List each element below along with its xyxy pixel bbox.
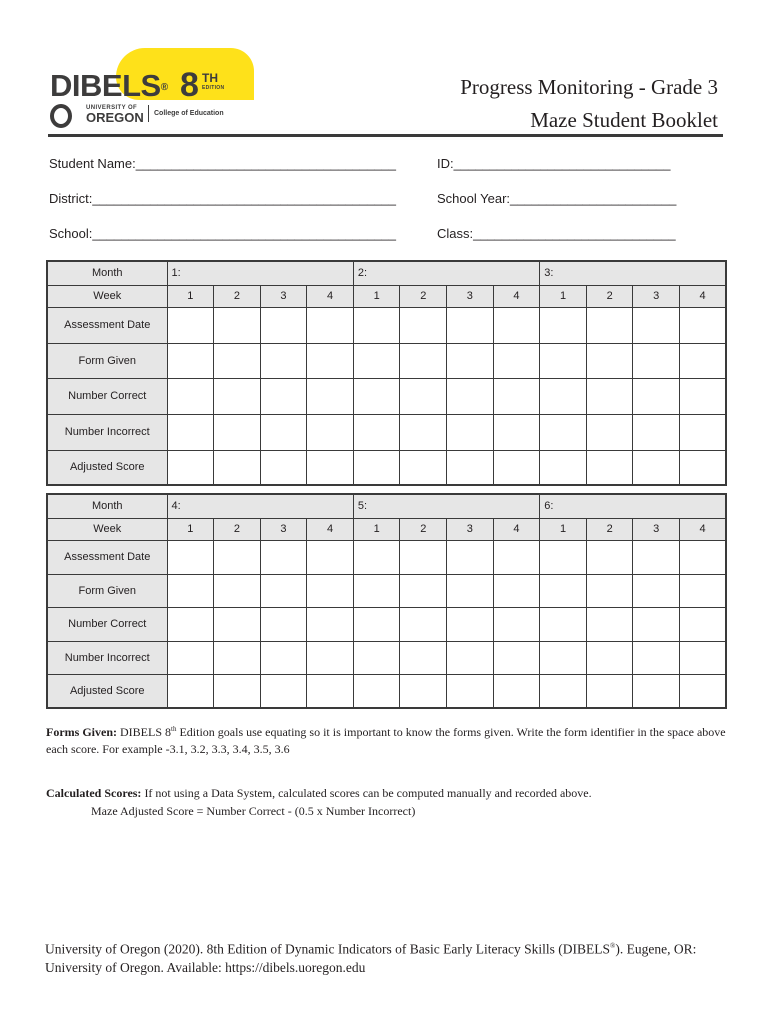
score-cell[interactable] [633, 414, 680, 450]
score-cell[interactable] [167, 540, 214, 574]
score-cell[interactable] [307, 641, 354, 674]
score-cell[interactable] [353, 574, 400, 607]
number-incorrect-row [47, 641, 726, 674]
calculated-scores-heading: Calculated Scores: [46, 786, 142, 800]
score-cell[interactable] [586, 641, 633, 674]
week-cell: 2 [586, 285, 633, 307]
forms-given-text-b: Edition goals use equating so it is important to know the forms given. Write the form identifier in the space above each score. For example -3.1, 3.2, 3.3, 3.4, 3.5, 3.6 [46, 725, 726, 756]
score-cell[interactable] [540, 607, 587, 641]
row-label: Number Correct [47, 607, 167, 641]
score-cell[interactable] [167, 607, 214, 641]
score-cell[interactable] [214, 641, 261, 674]
page-title: Progress Monitoring - Grade 3 [460, 75, 718, 99]
score-cell[interactable] [400, 378, 447, 414]
score-cell[interactable] [633, 307, 680, 343]
row-label: Number Incorrect [47, 414, 167, 450]
score-cell[interactable] [167, 450, 214, 485]
score-cell[interactable] [167, 414, 214, 450]
score-cell[interactable] [447, 574, 494, 607]
month-label: Month [47, 261, 167, 285]
header-divider [48, 134, 723, 137]
week-label: Week [47, 518, 167, 540]
month-5-cell[interactable]: 5: [353, 494, 539, 518]
row-label: Form Given [47, 574, 167, 607]
score-cell[interactable] [633, 574, 680, 607]
week-label: Week [47, 285, 167, 307]
week-cell: 3 [447, 518, 494, 540]
citation-text-b: ). Eugene, OR: University of Oregon. Available: https://dibels.uoregon.edu [45, 941, 697, 975]
score-cell[interactable] [260, 540, 307, 574]
row-label: Number Correct [47, 378, 167, 414]
score-cell[interactable] [214, 343, 261, 378]
score-cell[interactable] [540, 343, 587, 378]
form-given-row [47, 574, 726, 607]
month-2-cell[interactable]: 2: [353, 261, 539, 285]
score-cell[interactable] [493, 343, 540, 378]
score-cell[interactable] [307, 343, 354, 378]
score-cell[interactable] [400, 414, 447, 450]
score-cell[interactable] [540, 574, 587, 607]
score-cell[interactable] [586, 674, 633, 708]
week-cell: 1 [167, 285, 214, 307]
form-given-row [47, 343, 726, 378]
score-cell[interactable] [214, 378, 261, 414]
score-cell[interactable] [447, 414, 494, 450]
citation-text-a: University of Oregon (2020). 8th Edition of Dynamic Indicators of Basic Early Literacy Skills (DIBELS [45, 941, 611, 957]
score-cell[interactable] [493, 574, 540, 607]
score-cell[interactable] [307, 574, 354, 607]
row-label: Adjusted Score [47, 674, 167, 708]
score-cell[interactable] [353, 343, 400, 378]
week-cell: 3 [260, 518, 307, 540]
score-cell[interactable] [493, 641, 540, 674]
number-incorrect-row [47, 414, 726, 450]
student-name-field[interactable]: Student Name:____________________________________ [49, 156, 396, 171]
score-cell[interactable] [633, 641, 680, 674]
week-cell: 4 [680, 285, 727, 307]
score-cell[interactable] [307, 307, 354, 343]
score-cell[interactable] [307, 607, 354, 641]
score-cell[interactable] [400, 674, 447, 708]
week-cell: 4 [493, 518, 540, 540]
score-cell[interactable] [447, 343, 494, 378]
score-cell[interactable] [167, 343, 214, 378]
score-cell[interactable] [540, 450, 587, 485]
row-label: Number Incorrect [47, 641, 167, 674]
row-label: Assessment Date [47, 307, 167, 343]
score-cell[interactable] [493, 414, 540, 450]
score-cell[interactable] [260, 307, 307, 343]
week-cell: 4 [307, 518, 354, 540]
maze-formula: Maze Adjusted Score = Number Correct - (0.5 x Number Incorrect) [91, 804, 416, 818]
score-cell[interactable] [214, 574, 261, 607]
number-correct-row [47, 607, 726, 641]
adjusted-score-row [47, 450, 726, 485]
score-cell[interactable] [586, 307, 633, 343]
score-cell[interactable] [353, 540, 400, 574]
calculated-scores-note [46, 785, 726, 802]
score-cell[interactable] [307, 414, 354, 450]
month-6-cell[interactable]: 6: [540, 494, 726, 518]
score-cell[interactable] [260, 343, 307, 378]
row-label: Assessment Date [47, 540, 167, 574]
logo-edition-suffix: TH [202, 71, 218, 85]
month-label: Month [47, 494, 167, 518]
score-cell[interactable] [167, 641, 214, 674]
score-table-months-4-6 [46, 493, 727, 709]
logo-divider [148, 105, 149, 122]
district-field[interactable]: District:__________________________________________ [49, 191, 396, 206]
score-cell[interactable] [586, 414, 633, 450]
score-cell[interactable] [260, 450, 307, 485]
score-cell[interactable] [167, 378, 214, 414]
score-cell[interactable] [493, 450, 540, 485]
month-3-cell[interactable]: 3: [540, 261, 726, 285]
score-cell[interactable] [214, 307, 261, 343]
score-cell[interactable] [214, 674, 261, 708]
row-label: Adjusted Score [47, 450, 167, 485]
score-cell[interactable] [214, 450, 261, 485]
score-cell[interactable] [680, 641, 727, 674]
score-cell[interactable] [633, 343, 680, 378]
class-field[interactable]: Class:____________________________ [437, 226, 676, 241]
score-cell[interactable] [353, 414, 400, 450]
score-table-months-1-3 [46, 260, 727, 486]
score-cell[interactable] [400, 343, 447, 378]
assessment-date-row [47, 540, 726, 574]
score-cell[interactable] [353, 307, 400, 343]
week-cell: 4 [307, 285, 354, 307]
score-cell[interactable] [353, 674, 400, 708]
score-cell[interactable] [260, 378, 307, 414]
score-cell[interactable] [260, 607, 307, 641]
score-cell[interactable] [633, 540, 680, 574]
week-cell: 3 [633, 518, 680, 540]
assessment-date-row [47, 307, 726, 343]
month-4-cell[interactable]: 4: [167, 494, 353, 518]
score-cell[interactable] [493, 378, 540, 414]
score-cell[interactable] [586, 450, 633, 485]
month-1-cell[interactable]: 1: [167, 261, 353, 285]
week-cell: 2 [400, 285, 447, 307]
score-cell[interactable] [680, 378, 727, 414]
week-cell: 1 [540, 518, 587, 540]
number-correct-row [47, 378, 726, 414]
score-cell[interactable] [586, 574, 633, 607]
score-cell[interactable] [307, 674, 354, 708]
score-cell[interactable] [214, 607, 261, 641]
score-cell[interactable] [353, 641, 400, 674]
logo-college: College of Education [154, 110, 224, 117]
score-cell[interactable] [260, 414, 307, 450]
score-cell[interactable] [680, 307, 727, 343]
score-cell[interactable] [633, 450, 680, 485]
score-cell[interactable] [447, 378, 494, 414]
score-cell[interactable] [447, 540, 494, 574]
page-subtitle: Maze Student Booklet [530, 108, 718, 132]
score-cell[interactable] [447, 450, 494, 485]
score-cell[interactable] [447, 307, 494, 343]
score-cell[interactable] [680, 343, 727, 378]
week-cell: 4 [680, 518, 727, 540]
score-cell[interactable] [400, 540, 447, 574]
score-cell[interactable] [260, 574, 307, 607]
forms-given-note [46, 721, 726, 758]
score-cell[interactable] [167, 307, 214, 343]
adjusted-score-row [47, 674, 726, 708]
score-cell[interactable] [260, 674, 307, 708]
score-cell[interactable] [586, 343, 633, 378]
score-cell[interactable] [353, 607, 400, 641]
logo-wordmark: DIBELS® [50, 68, 168, 103]
citation-sup: ® [610, 942, 616, 950]
week-cell: 2 [214, 285, 261, 307]
score-cell[interactable] [633, 674, 680, 708]
score-cell[interactable] [493, 307, 540, 343]
score-cell[interactable] [633, 378, 680, 414]
week-cell: 2 [214, 518, 261, 540]
citation [45, 937, 725, 977]
uo-o-icon [50, 104, 72, 128]
week-cell: 2 [400, 518, 447, 540]
score-cell[interactable] [167, 574, 214, 607]
score-cell[interactable] [353, 450, 400, 485]
score-cell[interactable] [493, 674, 540, 708]
week-cell: 2 [586, 518, 633, 540]
score-cell[interactable] [307, 540, 354, 574]
school-field[interactable]: School:__________________________________________ [49, 226, 397, 241]
score-cell[interactable] [680, 414, 727, 450]
score-cell[interactable] [680, 574, 727, 607]
logo-edition-word: EDITION [202, 85, 225, 91]
score-cell[interactable] [633, 607, 680, 641]
week-cell: 4 [493, 285, 540, 307]
score-cell[interactable] [586, 540, 633, 574]
id-field[interactable]: ID:______________________________ [437, 156, 671, 171]
score-cell[interactable] [214, 540, 261, 574]
score-cell[interactable] [540, 641, 587, 674]
forms-given-text-a: DIBELS 8 [120, 725, 171, 739]
score-cell[interactable] [400, 450, 447, 485]
score-cell[interactable] [447, 674, 494, 708]
score-cell[interactable] [493, 540, 540, 574]
score-cell[interactable] [540, 378, 587, 414]
score-cell[interactable] [400, 607, 447, 641]
calculated-scores-text: If not using a Data System, calculated scores can be computed manually and recorded above. [144, 786, 592, 800]
score-cell[interactable] [680, 674, 727, 708]
score-cell[interactable] [680, 607, 727, 641]
score-cell[interactable] [680, 540, 727, 574]
row-label: Form Given [47, 343, 167, 378]
logo-edition-number: 8 [180, 66, 199, 104]
score-cell[interactable] [493, 607, 540, 641]
score-cell[interactable] [400, 641, 447, 674]
forms-given-heading: Forms Given: [46, 725, 117, 739]
week-cell: 3 [633, 285, 680, 307]
logo-university-of: UNIVERSITY OF [86, 105, 138, 111]
score-cell[interactable] [586, 607, 633, 641]
dibels-logo [50, 48, 240, 130]
score-cell[interactable] [447, 641, 494, 674]
week-cell: 1 [167, 518, 214, 540]
week-cell: 1 [353, 285, 400, 307]
score-cell[interactable] [260, 641, 307, 674]
score-cell[interactable] [400, 307, 447, 343]
score-cell[interactable] [540, 540, 587, 574]
week-cell: 1 [353, 518, 400, 540]
score-cell[interactable] [540, 414, 587, 450]
score-cell[interactable] [214, 414, 261, 450]
score-cell[interactable] [680, 450, 727, 485]
score-cell[interactable] [540, 674, 587, 708]
score-cell[interactable] [447, 607, 494, 641]
logo-oregon: OREGON [86, 110, 144, 125]
score-cell[interactable] [167, 674, 214, 708]
score-cell[interactable] [307, 450, 354, 485]
week-cell: 3 [447, 285, 494, 307]
score-cell[interactable] [540, 307, 587, 343]
school-year-field[interactable]: School Year:_______________________ [437, 191, 677, 206]
forms-given-sup: th [171, 725, 177, 733]
score-cell[interactable] [400, 574, 447, 607]
score-cell[interactable] [586, 378, 633, 414]
score-cell[interactable] [307, 378, 354, 414]
score-cell[interactable] [353, 378, 400, 414]
week-cell: 1 [540, 285, 587, 307]
week-cell: 3 [260, 285, 307, 307]
